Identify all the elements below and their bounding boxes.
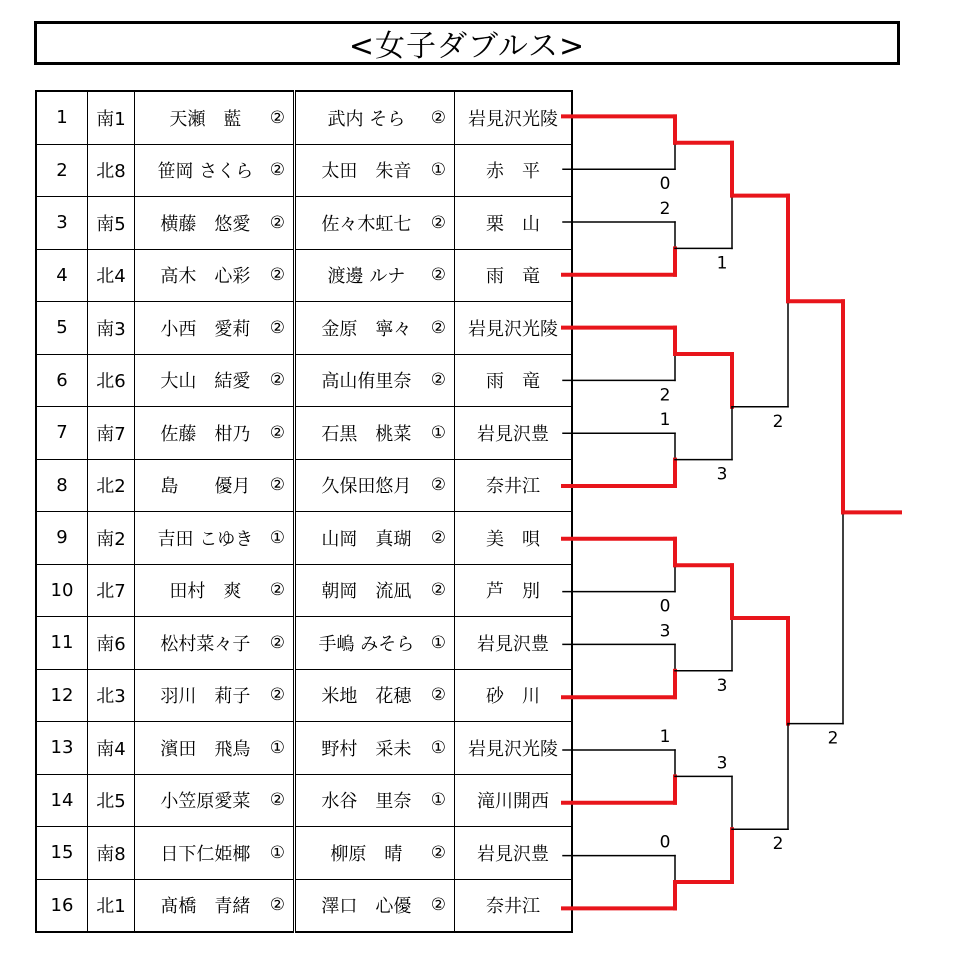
school-name: 美 唄: [455, 512, 573, 565]
player-1-grade: ②: [269, 107, 285, 128]
player-1-name: 高木 心彩: [160, 266, 251, 288]
school-name: 岩見沢豊: [455, 407, 573, 460]
block-code: 南3: [88, 302, 135, 355]
player-2-grade: ②: [430, 580, 446, 601]
player-1-grade: ②: [269, 895, 285, 916]
seed-number: 10: [36, 564, 88, 617]
player-2-grade: ①: [430, 422, 446, 443]
block-code: 南6: [88, 617, 135, 670]
seed-number: 14: [36, 774, 88, 827]
block-code: 北6: [88, 354, 135, 407]
school-name: 赤 平: [455, 144, 573, 197]
school-name: 奈井江: [455, 879, 573, 932]
score-label: 1: [716, 253, 728, 274]
seed-number: 8: [36, 459, 88, 512]
score-label: 3: [716, 675, 728, 696]
player-1-name: 大山 結愛: [160, 371, 251, 393]
block-code: 北1: [88, 879, 135, 932]
player-1-name: 髙橋 青緒: [160, 896, 251, 918]
seed-number: 12: [36, 669, 88, 722]
player-1-name: 小西 愛莉: [160, 318, 251, 340]
seed-number: 3: [36, 197, 88, 250]
player-2-name: 石黒 桃菜: [321, 423, 412, 445]
player-2-name: 渡邊 ルナ: [327, 266, 406, 288]
player-2-name: 佐々木虹七: [321, 213, 412, 235]
player-2-name: 武内 そら: [327, 108, 406, 130]
school-name: 岩見沢豊: [455, 617, 573, 670]
seed-number: 15: [36, 827, 88, 880]
school-name: 雨 竜: [455, 249, 573, 302]
block-code: 南4: [88, 722, 135, 775]
player-1-grade: ②: [269, 160, 285, 181]
seed-number: 11: [36, 617, 88, 670]
seed-number: 2: [36, 144, 88, 197]
score-label: 2: [772, 834, 784, 855]
player-1-grade: ②: [269, 632, 285, 653]
block-code: 南7: [88, 407, 135, 460]
block-code: 南1: [88, 91, 135, 144]
player-2-name: 柳原 晴: [330, 843, 403, 865]
school-name: 岩見沢豊: [455, 827, 573, 880]
player-1-grade: ①: [269, 527, 285, 548]
player-1-name: 羽川 莉子: [160, 686, 251, 708]
score-label: 3: [716, 753, 728, 774]
player-2-name: 太田 朱音: [321, 161, 412, 183]
player-2-grade: ②: [430, 475, 446, 496]
school-name: 奈井江: [455, 459, 573, 512]
player-2-name: 澤口 心優: [321, 896, 412, 918]
player-2-grade: ②: [430, 107, 446, 128]
page-title: <女子ダブルス>: [34, 21, 900, 65]
seed-number: 9: [36, 512, 88, 565]
player-1-grade: ①: [269, 842, 285, 863]
player-2-grade: ②: [430, 212, 446, 233]
player-2-grade: ②: [430, 895, 446, 916]
block-code: 北7: [88, 564, 135, 617]
player-2-name: 高山侑里奈: [321, 371, 412, 393]
score-label: 3: [716, 464, 728, 485]
player-2-name: 米地 花穂: [321, 686, 412, 708]
player-1-grade: ②: [269, 317, 285, 338]
player-2-grade: ②: [430, 317, 446, 338]
player-1-grade: ②: [269, 265, 285, 286]
player-2-name: 金原 寧々: [321, 318, 412, 340]
player-1-grade: ②: [269, 422, 285, 443]
player-2-grade: ①: [430, 160, 446, 181]
player-1-name: 佐藤 柑乃: [160, 423, 251, 445]
player-2-name: 山岡 真瑚: [321, 528, 412, 550]
player-1-grade: ②: [269, 790, 285, 811]
school-name: 滝川開西: [455, 774, 573, 827]
score-label: 1: [659, 410, 671, 431]
player-2-name: 手嶋 みそら: [318, 633, 415, 655]
player-1-name: 日下仁姫椰: [160, 843, 251, 865]
player-1-name: 小笠原愛菜: [160, 791, 251, 813]
player-2-name: 朝岡 流凪: [321, 581, 412, 603]
score-label: 2: [659, 199, 671, 219]
score-label: 2: [659, 385, 671, 406]
score-label: 0: [659, 596, 671, 617]
school-name: 岩見沢光陵: [455, 722, 573, 775]
score-label: 0: [659, 832, 671, 853]
score-label: 3: [659, 621, 671, 642]
player-2-grade: ①: [430, 632, 446, 653]
player-1-grade: ②: [269, 475, 285, 496]
seed-number: 4: [36, 249, 88, 302]
player-1-name: 濱田 飛鳥: [160, 738, 251, 760]
school-name: 芦 別: [455, 564, 573, 617]
block-code: 南5: [88, 197, 135, 250]
player-1-name: 横藤 悠愛: [160, 213, 251, 235]
player-2-grade: ②: [430, 685, 446, 706]
score-label: 1: [659, 727, 671, 747]
player-1-grade: ②: [269, 370, 285, 391]
player-2-name: 野村 采未: [321, 738, 412, 760]
block-code: 南2: [88, 512, 135, 565]
seed-number: 7: [36, 407, 88, 460]
player-1-grade: ①: [269, 737, 285, 758]
player-1-grade: ②: [269, 685, 285, 706]
player-2-grade: ②: [430, 527, 446, 548]
school-name: 雨 竜: [455, 354, 573, 407]
seed-number: 6: [36, 354, 88, 407]
player-1-name: 田村 爽: [169, 581, 242, 603]
player-2-grade: ①: [430, 737, 446, 758]
player-2-grade: ①: [430, 790, 446, 811]
player-1-name: 島 優月: [160, 476, 251, 498]
seed-number: 13: [36, 722, 88, 775]
player-2-grade: ②: [430, 265, 446, 286]
player-2-name: 久保田悠月: [321, 476, 412, 498]
school-name: 栗 山: [455, 197, 573, 250]
player-1-name: 吉田 こゆき: [157, 528, 254, 550]
school-name: 岩見沢光陵: [455, 302, 573, 355]
player-2-grade: ②: [430, 842, 446, 863]
seed-number: 1: [36, 91, 88, 144]
seed-number: 5: [36, 302, 88, 355]
block-code: 北2: [88, 459, 135, 512]
block-code: 北4: [88, 249, 135, 302]
school-name: 砂 川: [455, 669, 573, 722]
player-2-name: 水谷 里奈: [321, 791, 412, 813]
player-1-grade: ②: [269, 580, 285, 601]
block-code: 南8: [88, 827, 135, 880]
player-1-name: 天瀬 藍: [169, 108, 242, 130]
score-label: 2: [772, 411, 784, 432]
score-label: 2: [827, 728, 839, 749]
school-name: 岩見沢光陵: [455, 91, 573, 144]
player-1-grade: ②: [269, 212, 285, 233]
block-code: 北5: [88, 774, 135, 827]
player-1-name: 松村菜々子: [160, 633, 251, 655]
seed-number: 16: [36, 879, 88, 932]
block-code: 北8: [88, 144, 135, 197]
block-code: 北3: [88, 669, 135, 722]
player-1-name: 笹岡 さくら: [157, 161, 254, 183]
player-2-grade: ②: [430, 370, 446, 391]
score-label: 0: [659, 174, 671, 195]
